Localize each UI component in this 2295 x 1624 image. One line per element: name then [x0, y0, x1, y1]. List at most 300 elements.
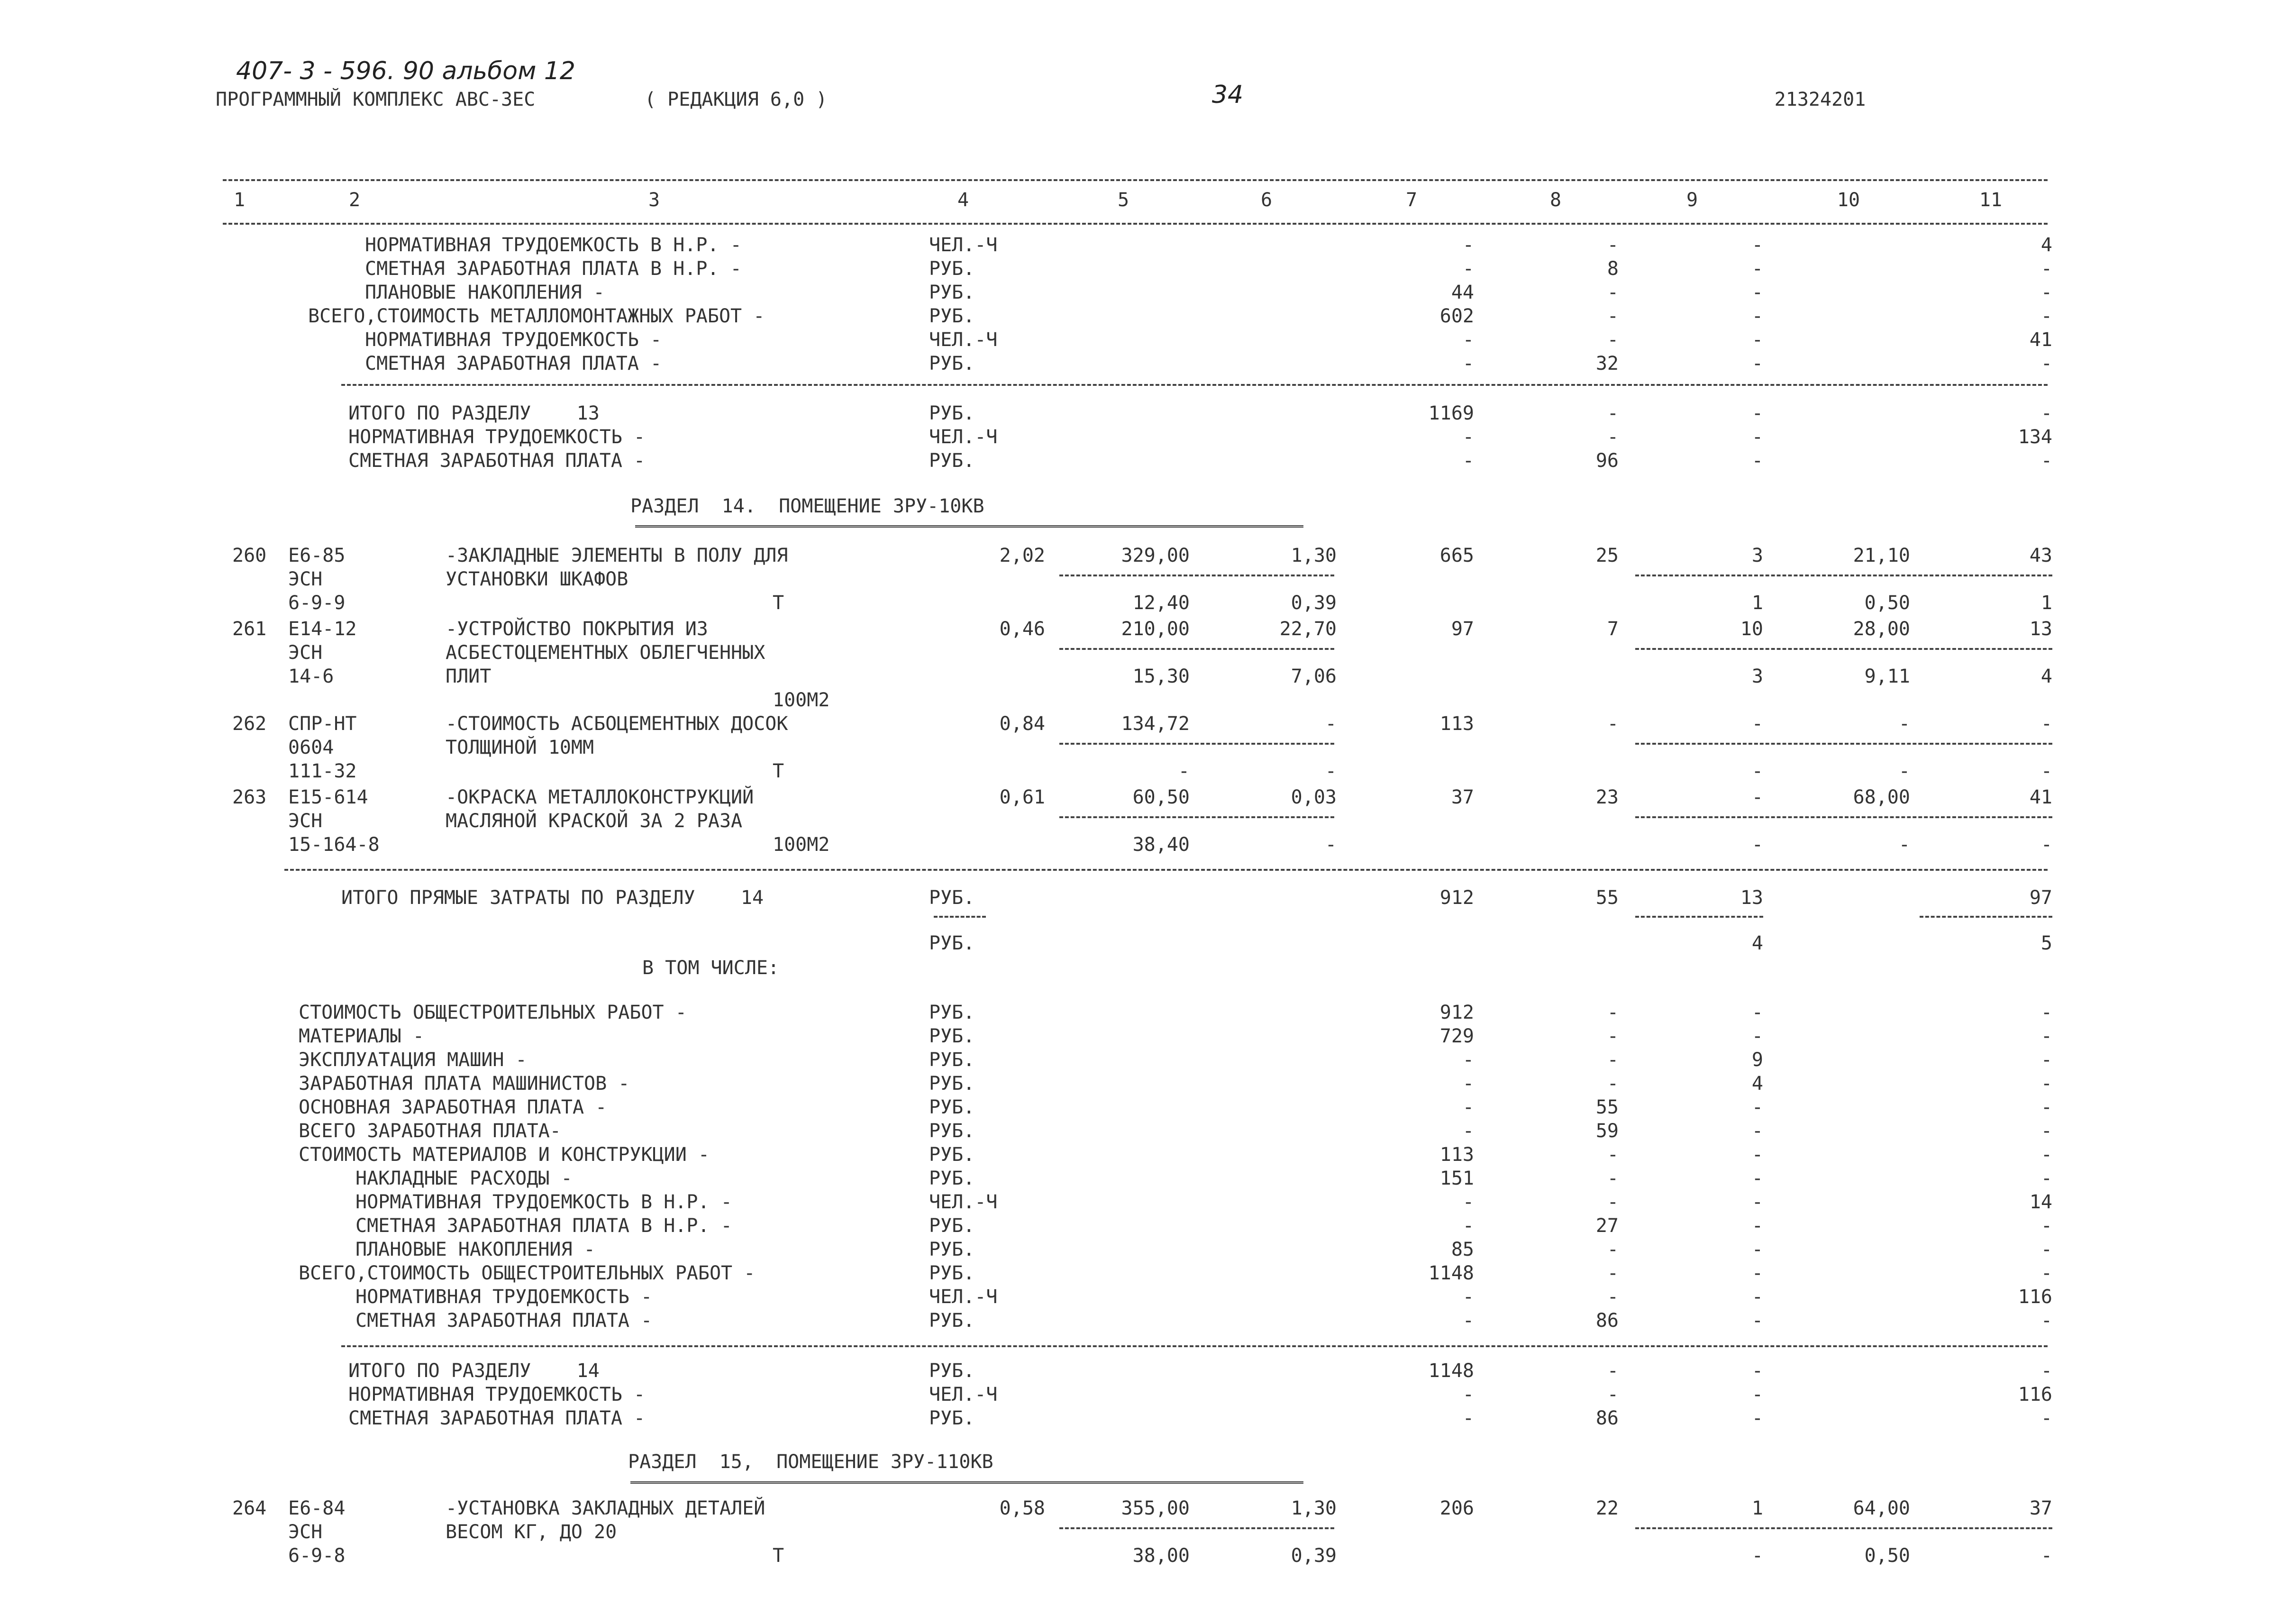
summary-value-c8: - [1607, 1002, 1619, 1023]
summary-value-c11: - [2040, 1049, 2052, 1071]
item-value-c11: 43 [2029, 545, 2052, 566]
summary-unit: РУБ. [929, 1215, 975, 1237]
summary-value-c9: - [1751, 1407, 1763, 1429]
summary-value-c8: 86 [1595, 1310, 1619, 1332]
item-sub-value-c10: - [1898, 760, 1910, 782]
table-header-rule [223, 223, 2048, 225]
summary-value-c11: - [2040, 402, 2052, 424]
handwritten-album-ref: 407- 3 - 596. 90 альбом 12 [236, 57, 576, 85]
item-sub-rule [1635, 575, 2052, 576]
column-header-3: 3 [648, 189, 660, 211]
item-description: -ОКРАСКА МЕТАЛЛОКОНСТРУКЦИЙ [446, 786, 754, 808]
summary-label: НОРМАТИВНАЯ ТРУДОЕМКОСТЬ - [355, 1286, 653, 1308]
summary-value-c7: - [1462, 234, 1474, 256]
page-number: 34 [1211, 81, 1244, 109]
section-14-underline [635, 525, 1303, 528]
direct-costs-c8: 55 [1595, 887, 1619, 909]
item-value-c10: 21,10 [1853, 545, 1910, 566]
summary-value-c11: - [2040, 305, 2052, 327]
summary-unit: РУБ. [929, 1002, 975, 1023]
summary-value-c8: - [1607, 1191, 1619, 1213]
item-sub-rule [1635, 743, 2052, 745]
item-value-p2: - [1325, 713, 1337, 735]
item-description: -УСТАНОВКА ЗАКЛАДНЫХ ДЕТАЛЕЙ [446, 1497, 765, 1519]
item-value-qty: 0,46 [999, 618, 1045, 640]
summary-value-c9: 4 [1751, 1073, 1763, 1095]
summary-value-c8: 86 [1595, 1407, 1619, 1429]
summary-value-c9: - [1751, 282, 1763, 303]
column-header-1: 1 [233, 189, 246, 211]
summary-unit: РУБ. [929, 1096, 975, 1118]
item-value-c7: 97 [1451, 618, 1474, 640]
summary-label: ВСЕГО,СТОИМОСТЬ МЕТАЛЛОМОНТАЖНЫХ РАБОТ - [308, 305, 765, 327]
summary-value-c7: - [1462, 1310, 1474, 1332]
summary-value-c11: - [2040, 1310, 2052, 1332]
summary-unit: ЧЕЛ.-Ч [929, 1191, 998, 1213]
item-value-p1: 134,72 [1121, 713, 1190, 735]
item-sub-value-p2: 0,39 [1291, 1545, 1337, 1567]
item-number: 263 [232, 786, 267, 808]
item-code: СПР-НТ [288, 713, 357, 735]
item-value-qty: 0,84 [999, 713, 1045, 735]
summary-value-c8: 59 [1595, 1120, 1619, 1142]
item-sub-value-p2: 7,06 [1291, 666, 1337, 687]
summary-value-c8: - [1607, 1239, 1619, 1260]
section-rule [341, 384, 2048, 386]
summary-value-c7: - [1462, 1049, 1474, 1071]
summary-label: НОРМАТИВНАЯ ТРУДОЕМКОСТЬ - [348, 426, 646, 448]
summary-unit: РУБ. [929, 1025, 975, 1047]
summary-value-c7: 151 [1439, 1168, 1474, 1189]
item-sub-rule [1059, 575, 1334, 576]
summary-value-c7: - [1462, 1096, 1474, 1118]
summary-value-c11: - [2040, 1262, 2052, 1284]
summary-value-c7: 1148 [1428, 1262, 1474, 1284]
item-description-2: АСБЕСТОЦЕМЕНТНЫХ ОБЛЕГЧЕННЫХ [446, 642, 765, 664]
item-code: Е6-85 [288, 545, 346, 566]
item-value-c7: 206 [1439, 1497, 1474, 1519]
item-value-c11: 13 [2029, 618, 2052, 640]
item-value-p2: 1,30 [1291, 545, 1337, 566]
item-value-c7: 113 [1439, 713, 1474, 735]
summary-label: СМЕТНАЯ ЗАРАБОТНАЯ ПЛАТА - [348, 1407, 646, 1429]
edition: ( РЕДАКЦИЯ 6,0 ) [645, 89, 828, 110]
direct-costs-unit: РУБ. [929, 887, 975, 909]
summary-value-c8: - [1607, 426, 1619, 448]
document-number: 21324201 [1774, 89, 1866, 110]
item-code-2: ЭСН [288, 810, 323, 832]
summary-label: ПЛАНОВЫЕ НАКОПЛЕНИЯ - [355, 1239, 595, 1260]
summary-value-c7: 85 [1451, 1239, 1474, 1260]
summary-value-c8: 96 [1595, 450, 1619, 472]
including-label: В ТОМ ЧИСЛЕ: [642, 957, 779, 979]
item-unit: 100М2 [773, 689, 830, 711]
summary-value-c7: - [1462, 1407, 1474, 1429]
item-value-c9: 3 [1751, 545, 1763, 566]
summary-unit: РУБ. [929, 402, 975, 424]
column-header-6: 6 [1260, 189, 1273, 211]
item-sub-value-c9: - [1751, 1545, 1763, 1567]
item-value-qty: 2,02 [999, 545, 1045, 566]
item-sub-value-c11: 4 [2040, 666, 2052, 687]
direct-costs-unit-2: РУБ. [929, 932, 975, 954]
summary-unit: РУБ. [929, 1360, 975, 1382]
item-sub-value-p2: - [1325, 834, 1337, 856]
section-rule [284, 869, 2048, 871]
item-sub-rule [1635, 1527, 2052, 1529]
item-value-c7: 665 [1439, 545, 1474, 566]
summary-unit: РУБ. [929, 1120, 975, 1142]
summary-value-c7: 912 [1439, 1002, 1474, 1023]
item-code-2: 0604 [288, 737, 334, 758]
direct-costs-c7: 912 [1439, 887, 1474, 909]
summary-label: СМЕТНАЯ ЗАРАБОТНАЯ ПЛАТА - [355, 1310, 653, 1332]
summary-unit: РУБ. [929, 1407, 975, 1429]
item-description-3: 100М2 [773, 834, 830, 856]
summary-unit: РУБ. [929, 450, 975, 472]
summary-value-c7: 1148 [1428, 1360, 1474, 1382]
direct-costs-c11: 97 [2029, 887, 2052, 909]
item-value-c9: 1 [1751, 1497, 1763, 1519]
summary-value-c7: - [1462, 450, 1474, 472]
summary-label: ВСЕГО,СТОИМОСТЬ ОБЩЕСТРОИТЕЛЬНЫХ РАБОТ - [299, 1262, 756, 1284]
item-value-c8: - [1607, 713, 1619, 735]
summary-value-c8: 8 [1607, 258, 1619, 280]
summary-value-c8: - [1607, 1384, 1619, 1405]
item-code-3: 6-9-8 [288, 1545, 346, 1567]
summary-value-c7: - [1462, 258, 1474, 280]
summary-value-c8: 32 [1595, 353, 1619, 374]
item-sub-rule [1059, 1527, 1334, 1529]
summary-label: ВСЕГО ЗАРАБОТНАЯ ПЛАТА- [299, 1120, 561, 1142]
item-number: 261 [232, 618, 267, 640]
item-code-2: ЭСН [288, 568, 323, 590]
summary-value-c7: - [1462, 426, 1474, 448]
summary-label: НАКЛАДНЫЕ РАСХОДЫ - [355, 1168, 573, 1189]
item-code-2: ЭСН [288, 1521, 323, 1543]
item-value-c10: 28,00 [1853, 618, 1910, 640]
item-sub-rule [1059, 648, 1334, 650]
item-sub-value-p1: 12,40 [1132, 592, 1190, 614]
column-header-4: 4 [957, 189, 969, 211]
summary-label: ОСНОВНАЯ ЗАРАБОТНАЯ ПЛАТА - [299, 1096, 607, 1118]
summary-value-c9: - [1751, 1144, 1763, 1166]
item-value-c8: 7 [1607, 618, 1619, 640]
summary-value-c7: - [1462, 1191, 1474, 1213]
direct-costs-label: ИТОГО ПРЯМЫЕ ЗАТРАТЫ ПО РАЗДЕЛУ 14 [341, 887, 764, 909]
summary-value-c9: - [1751, 234, 1763, 256]
item-value-p1: 329,00 [1121, 545, 1190, 566]
summary-value-c9: - [1751, 1239, 1763, 1260]
item-number: 262 [232, 713, 267, 735]
item-value-c10: - [1898, 713, 1910, 735]
item-sub-rule [1635, 816, 2052, 818]
summary-value-c11: 116 [2018, 1286, 2052, 1308]
item-sub-value-c10: - [1898, 834, 1910, 856]
summary-value-c8: 55 [1595, 1096, 1619, 1118]
item-value-c7: 37 [1451, 786, 1474, 808]
item-sub-value-c11: - [2040, 834, 2052, 856]
column-header-9: 9 [1686, 189, 1698, 211]
summary-value-c8: - [1607, 1360, 1619, 1382]
section-15-underline [630, 1481, 1303, 1484]
column-header-8: 8 [1549, 189, 1562, 211]
column-header-5: 5 [1117, 189, 1129, 211]
summary-value-c8: - [1607, 1025, 1619, 1047]
item-code-3: 14-6 [288, 666, 334, 687]
summary-value-c11: 41 [2029, 329, 2052, 351]
summary-label: СМЕТНАЯ ЗАРАБОТНАЯ ПЛАТА В Н.Р. - [355, 1215, 732, 1237]
summary-label: СМЕТНАЯ ЗАРАБОТНАЯ ПЛАТА - [348, 450, 646, 472]
summary-label: НОРМАТИВНАЯ ТРУДОЕМКОСТЬ В Н.Р. - [355, 1191, 732, 1213]
summary-value-c9: - [1751, 329, 1763, 351]
item-sub-value-p1: 38,00 [1132, 1545, 1190, 1567]
item-description-2: ВЕСОМ КГ, ДО 20 [446, 1521, 617, 1543]
item-sub-value-p2: - [1325, 760, 1337, 782]
summary-label: ИТОГО ПО РАЗДЕЛУ 13 [348, 402, 600, 424]
summary-value-c11: 134 [2018, 426, 2052, 448]
summary-value-c11: 4 [2040, 234, 2052, 256]
summary-value-c7: 602 [1439, 305, 1474, 327]
section-14-title: РАЗДЕЛ 14. ПОМЕЩЕНИЕ ЗРУ-10КВ [630, 495, 984, 517]
table-top-rule [223, 179, 2048, 181]
summary-label: ПЛАНОВЫЕ НАКОПЛЕНИЯ - [365, 282, 605, 303]
summary-label: СТОИМОСТЬ МАТЕРИАЛОВ И КОНСТРУКЦИИ - [299, 1144, 710, 1166]
item-value-p2: 1,30 [1291, 1497, 1337, 1519]
column-header-10: 10 [1837, 189, 1860, 211]
summary-value-c8: - [1607, 1144, 1619, 1166]
summary-label: СТОИМОСТЬ ОБЩЕСТРОИТЕЛЬНЫХ РАБОТ - [299, 1002, 687, 1023]
item-value-p1: 210,00 [1121, 618, 1190, 640]
item-value-c8: 23 [1595, 786, 1619, 808]
summary-value-c11: - [2040, 1002, 2052, 1023]
item-sub-rule [1059, 816, 1334, 818]
summary-unit: ЧЕЛ.-Ч [929, 1286, 998, 1308]
item-description-3: Т [773, 1545, 784, 1567]
item-value-c11: 37 [2029, 1497, 2052, 1519]
item-description: -ЗАКЛАДНЫЕ ЭЛЕМЕНТЫ В ПОЛУ ДЛЯ [446, 545, 788, 566]
summary-value-c9: - [1751, 353, 1763, 374]
item-value-c9: 10 [1740, 618, 1763, 640]
item-value-p2: 0,03 [1291, 786, 1337, 808]
summary-value-c11: - [2040, 282, 2052, 303]
item-sub-value-c10: 0,50 [1864, 592, 1910, 614]
item-value-c10: 68,00 [1853, 786, 1910, 808]
item-sub-value-c10: 0,50 [1864, 1545, 1910, 1567]
summary-value-c7: - [1462, 353, 1474, 374]
summary-label: НОРМАТИВНАЯ ТРУДОЕМКОСТЬ - [348, 1384, 646, 1405]
summary-value-c8: - [1607, 1262, 1619, 1284]
item-description: -СТОИМОСТЬ АСБОЦЕМЕНТНЫХ ДОСОК [446, 713, 788, 735]
summary-value-c9: - [1751, 1096, 1763, 1118]
summary-value-c9: - [1751, 1215, 1763, 1237]
summary-value-c9: - [1751, 258, 1763, 280]
section-15-title: РАЗДЕЛ 15, ПОМЕЩЕНИЕ ЗРУ-110КВ [628, 1451, 993, 1473]
summary-value-c8: - [1607, 1049, 1619, 1071]
summary-value-c8: - [1607, 1168, 1619, 1189]
column-header-7: 7 [1405, 189, 1418, 211]
summary-value-c7: - [1462, 329, 1474, 351]
summary-label: НОРМАТИВНАЯ ТРУДОЕМКОСТЬ - [365, 329, 662, 351]
item-value-c11: 41 [2029, 786, 2052, 808]
summary-value-c11: 116 [2018, 1384, 2052, 1405]
item-number: 264 [232, 1497, 267, 1519]
summary-unit: РУБ. [929, 1049, 975, 1071]
section-rule [341, 1345, 2048, 1347]
column-header-11: 11 [1979, 189, 2003, 211]
summary-value-c9: - [1751, 1002, 1763, 1023]
summary-unit: ЧЕЛ.-Ч [929, 234, 998, 256]
item-sub-value-c11: - [2040, 760, 2052, 782]
summary-value-c8: - [1607, 1286, 1619, 1308]
item-sub-value-c9: 1 [1751, 592, 1763, 614]
summary-value-c8: - [1607, 234, 1619, 256]
summary-value-c11: - [2040, 1360, 2052, 1382]
item-code-3: 6-9-9 [288, 592, 346, 614]
summary-unit: РУБ. [929, 305, 975, 327]
summary-unit: РУБ. [929, 1239, 975, 1260]
summary-label: МАТЕРИАЛЫ - [299, 1025, 424, 1047]
summary-label: НОРМАТИВНАЯ ТРУДОЕМКОСТЬ В Н.Р. - [365, 234, 742, 256]
summary-value-c7: 44 [1451, 282, 1474, 303]
summary-label: ЭКСПЛУАТАЦИЯ МАШИН - [299, 1049, 527, 1071]
summary-value-c8: - [1607, 1073, 1619, 1095]
summary-value-c9: - [1751, 305, 1763, 327]
summary-value-c11: - [2040, 1168, 2052, 1189]
direct-costs-c11b: 5 [2040, 932, 2052, 954]
summary-unit: РУБ. [929, 1262, 975, 1284]
item-sub-value-c9: - [1751, 834, 1763, 856]
summary-value-c7: - [1462, 1073, 1474, 1095]
item-sub-value-c9: - [1751, 760, 1763, 782]
summary-unit: РУБ. [929, 1168, 975, 1189]
column-header-2: 2 [348, 189, 361, 211]
summary-value-c9: - [1751, 1262, 1763, 1284]
item-code-3: 15-164-8 [288, 834, 380, 856]
item-sub-value-c10: 9,11 [1864, 666, 1910, 687]
item-value-p1: 60,50 [1132, 786, 1190, 808]
direct-costs-c9b: 4 [1751, 932, 1763, 954]
item-sub-value-p1: 15,30 [1132, 666, 1190, 687]
summary-value-c7: 1169 [1428, 402, 1474, 424]
summary-value-c11: - [2040, 353, 2052, 374]
summary-value-c11: - [2040, 1096, 2052, 1118]
item-sub-value-p1: - [1178, 760, 1190, 782]
summary-value-c11: - [2040, 1120, 2052, 1142]
item-value-p1: 355,00 [1121, 1497, 1190, 1519]
summary-unit: РУБ. [929, 1073, 975, 1095]
summary-value-c8: - [1607, 402, 1619, 424]
item-description-2: ТОЛЩИНОЙ 10ММ [446, 737, 594, 758]
item-code: Е15-614 [288, 786, 368, 808]
item-code: Е6-84 [288, 1497, 346, 1519]
item-value-qty: 0,58 [999, 1497, 1045, 1519]
item-value-c8: 22 [1595, 1497, 1619, 1519]
summary-value-c8: - [1607, 329, 1619, 351]
summary-value-c11: - [2040, 450, 2052, 472]
item-value-c9: - [1751, 786, 1763, 808]
item-value-qty: 0,61 [999, 786, 1045, 808]
summary-value-c8: 27 [1595, 1215, 1619, 1237]
item-code-3: 111-32 [288, 760, 357, 782]
item-description: -УСТРОЙСТВО ПОКРЫТИЯ ИЗ [446, 618, 708, 640]
summary-value-c7: - [1462, 1384, 1474, 1405]
summary-unit: РУБ. [929, 1310, 975, 1332]
summary-value-c7: - [1462, 1215, 1474, 1237]
summary-unit: ЧЕЛ.-Ч [929, 426, 998, 448]
summary-value-c9: - [1751, 450, 1763, 472]
item-sub-value-p1: 38,40 [1132, 834, 1190, 856]
item-value-c8: 25 [1595, 545, 1619, 566]
program-name: ПРОГРАММНЫЙ КОМПЛЕКС АВС-3ЕС [216, 89, 536, 110]
summary-value-c11: - [2040, 1144, 2052, 1166]
item-description-3: Т [773, 592, 784, 614]
item-value-p2: 22,70 [1279, 618, 1337, 640]
summary-value-c7: - [1462, 1120, 1474, 1142]
summary-value-c9: - [1751, 1360, 1763, 1382]
summary-value-c11: - [2040, 1025, 2052, 1047]
summary-value-c9: - [1751, 1384, 1763, 1405]
summary-value-c9: - [1751, 1191, 1763, 1213]
value-rule [1920, 916, 2052, 918]
summary-value-c9: 9 [1751, 1049, 1763, 1071]
summary-value-c11: - [2040, 1239, 2052, 1260]
summary-value-c9: - [1751, 1120, 1763, 1142]
item-code-2: ЭСН [288, 642, 323, 664]
item-value-c10: 64,00 [1853, 1497, 1910, 1519]
summary-label: ИТОГО ПО РАЗДЕЛУ 14 [348, 1360, 600, 1382]
item-description-2: МАСЛЯНОЙ КРАСКОЙ ЗА 2 РАЗА [446, 810, 743, 832]
summary-value-c9: - [1751, 1286, 1763, 1308]
summary-value-c9: - [1751, 1025, 1763, 1047]
summary-value-c7: - [1462, 1286, 1474, 1308]
unit-rule [934, 916, 986, 918]
item-sub-value-c11: 1 [2040, 592, 2052, 614]
item-sub-value-c9: 3 [1751, 666, 1763, 687]
summary-value-c8: - [1607, 282, 1619, 303]
item-description-3: Т [773, 760, 784, 782]
summary-value-c8: - [1607, 305, 1619, 327]
summary-value-c11: 14 [2029, 1191, 2052, 1213]
item-sub-value-p2: 0,39 [1291, 592, 1337, 614]
summary-value-c9: - [1751, 402, 1763, 424]
summary-unit: ЧЕЛ.-Ч [929, 329, 998, 351]
summary-value-c11: - [2040, 258, 2052, 280]
summary-unit: РУБ. [929, 353, 975, 374]
item-code: Е14-12 [288, 618, 357, 640]
summary-label: СМЕТНАЯ ЗАРАБОТНАЯ ПЛАТА В Н.Р. - [365, 258, 742, 280]
summary-value-c11: - [2040, 1073, 2052, 1095]
direct-costs-c9: 13 [1740, 887, 1763, 909]
summary-value-c9: - [1751, 1168, 1763, 1189]
item-sub-value-c11: - [2040, 1545, 2052, 1567]
summary-value-c11: - [2040, 1215, 2052, 1237]
value-rule [1635, 916, 1763, 918]
summary-unit: РУБ. [929, 282, 975, 303]
summary-unit: РУБ. [929, 1144, 975, 1166]
summary-value-c7: 729 [1439, 1025, 1474, 1047]
summary-unit: ЧЕЛ.-Ч [929, 1384, 998, 1405]
summary-label: ЗАРАБОТНАЯ ПЛАТА МАШИНИСТОВ - [299, 1073, 630, 1095]
item-value-c9: - [1751, 713, 1763, 735]
item-description-3: ПЛИТ [446, 666, 492, 687]
item-number: 260 [232, 545, 267, 566]
item-sub-rule [1059, 743, 1334, 745]
summary-value-c11: - [2040, 1407, 2052, 1429]
summary-value-c7: 113 [1439, 1144, 1474, 1166]
item-description-2: УСТАНОВКИ ШКАФОВ [446, 568, 628, 590]
item-sub-rule [1635, 648, 2052, 650]
